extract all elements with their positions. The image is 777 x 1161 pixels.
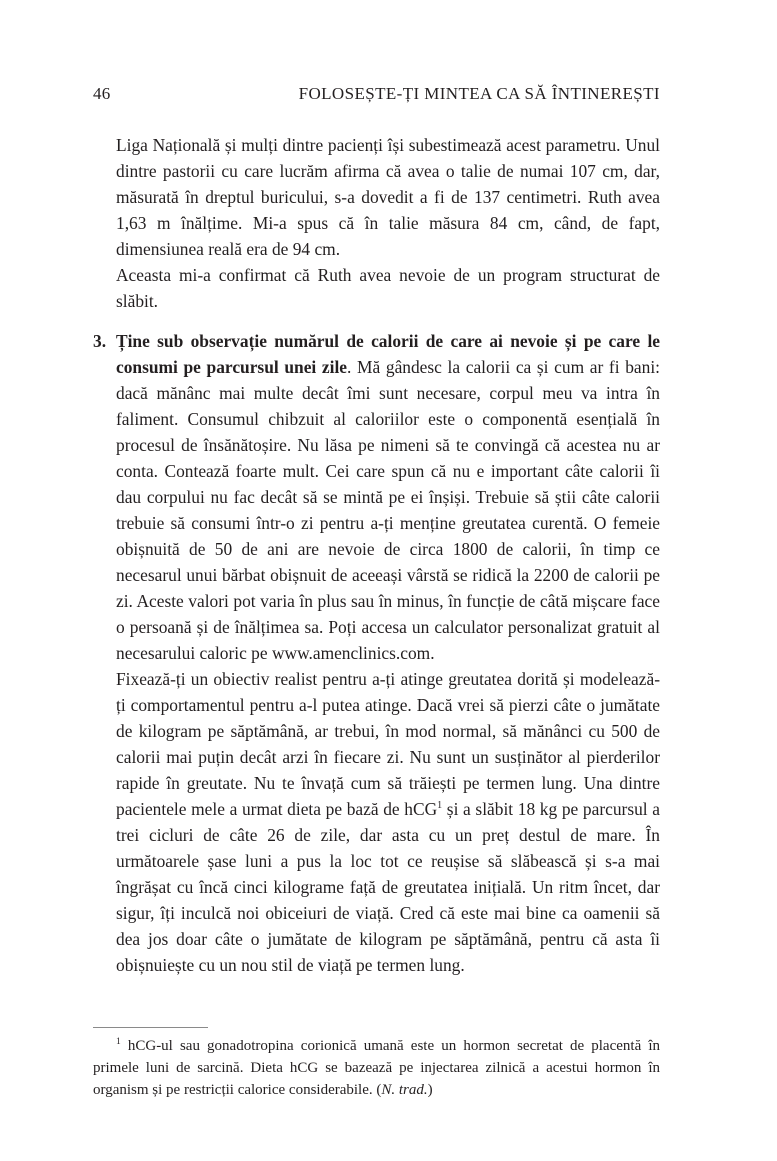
page-header	[93, 84, 660, 108]
paragraph-goal-text-start: Fixează-ți un obiectiv realist pentru a-ți atinge greutatea dorită și modelează-ți comportamentul pentru a-l putea atinge. Dacă vrei să pierzi câte o jumătate de kilogram pe săptămână, ar trebui, în mod normal, să mănânci cu 500 de calorii mai puțin decât arzi în fiecare zi. Nu sunt un susținător al pierderilor rapide în greutate. Nu te învață cum să trăiești pe termen lung. Una dintre pacientele mele a urmat dieta pe bază de hCG	[116, 669, 660, 819]
paragraph-calories	[116, 328, 660, 666]
translator-note: N. trad.	[381, 1082, 428, 1098]
paragraph-calories-text: Mă gândesc la calorii ca și cum ar fi bani: dacă mănânc mai multe decât îmi sunt necesare, corpul meu va intra în faliment. Consumul chibzuit al caloriilor este o componentă esențială în procesul de însănătoșire. Nu lăsa pe nimeni să te convingă că acestea nu ar conta. Contează foarte mult. Cei care spun că nu e important câte calorii îi dau corpului nu fac decât să se mintă pe ei înșiși. Trebuie să știi câte calorii trebuie să consumi într-o zi pentru a-ți menține greutatea curentă. O femeie obișnuită de 50 de ani are nevoie de circa 1800 de calorii, în timp ce necesarul unui bărbat obișnuit de aceeași vârstă se ridică la 2200 de calorii pe zi. Aceste valori pot varia în plus sau în minus, în funcție de câtă mișcare face o persoană și de înălțimea sa. Poți accesa un calculator personalizat gratuit al necesarului caloric pe	[116, 357, 660, 663]
footnote-divider	[93, 1027, 208, 1028]
paragraph-goal-text-end: și a slăbit 18 kg pe parcursul a trei cicluri de câte 26 de zile, dar asta cu un preț destul de mare. În următoarele șase luni a pus la loc tot ce reușise să slăbească și s-a mai îngrășat cu încă cinci kilograme față de greutatea inițială. Un ritm încet, dar sigur, îți inculcă noi obiceiuri de viață. Cred că este mai bine ca oamenii să dea jos doar câte o jumătate de kilogram pe săptămână, pentru că asta îi obișnuiește cu un nou stil de viață pe termen lung.	[116, 799, 660, 975]
paragraph-ruth-program: Aceasta mi-a confirmat că Ruth avea nevoie de un program structurat de slăbit.	[116, 265, 660, 311]
page-number: 46	[93, 84, 111, 103]
footnote-body: hCG-ul sau gonadotropina corionică umană este un hormon secretat de placentă în primele luni de sarcină. Dieta hCG se bazează pe injectarea zilnică a acestui hormon în organism și pe restricții calorice considerabile. (	[93, 1038, 660, 1098]
continued-paragraph-block	[116, 132, 660, 314]
running-title: FOLOSEȘTE-ȚI MINTEA CA SĂ ÎNTINEREȘTI	[298, 84, 660, 103]
amenclinics-link[interactable]: www.amenclinics.com	[271, 643, 431, 663]
list-item-heading: Ține sub observație numărul de calorii de care ai nevoie și pe care le consumi pe parcursul unei zile	[116, 331, 660, 377]
footnote-marker: 1	[116, 1037, 121, 1047]
link-period: .	[430, 643, 435, 663]
footnote-reference[interactable]: 1	[437, 800, 443, 811]
paragraph-realistic-goal	[116, 666, 660, 978]
paragraph-waist-measurement: Liga Națională și mulți dintre pacienți își subestimează acest parametru. Unul dintre pastorii cu care lucrăm afirma că avea o talie de numai 107 cm, dar, măsurată în dreptul buricului, s-a dovedit a fi de 137 centimetri. Ruth avea 1,63 m înălțime. Mi-a spus că în talie măsura 84 cm, când, de fapt, dimensiunea reală era de 94 cm.	[116, 135, 660, 259]
footnote	[93, 1035, 660, 1101]
list-item-3	[93, 328, 660, 978]
list-item-number: 3.	[93, 331, 107, 351]
footnote-closing: )	[427, 1082, 433, 1098]
heading-period: .	[347, 357, 352, 377]
footnote-text	[93, 1035, 660, 1101]
